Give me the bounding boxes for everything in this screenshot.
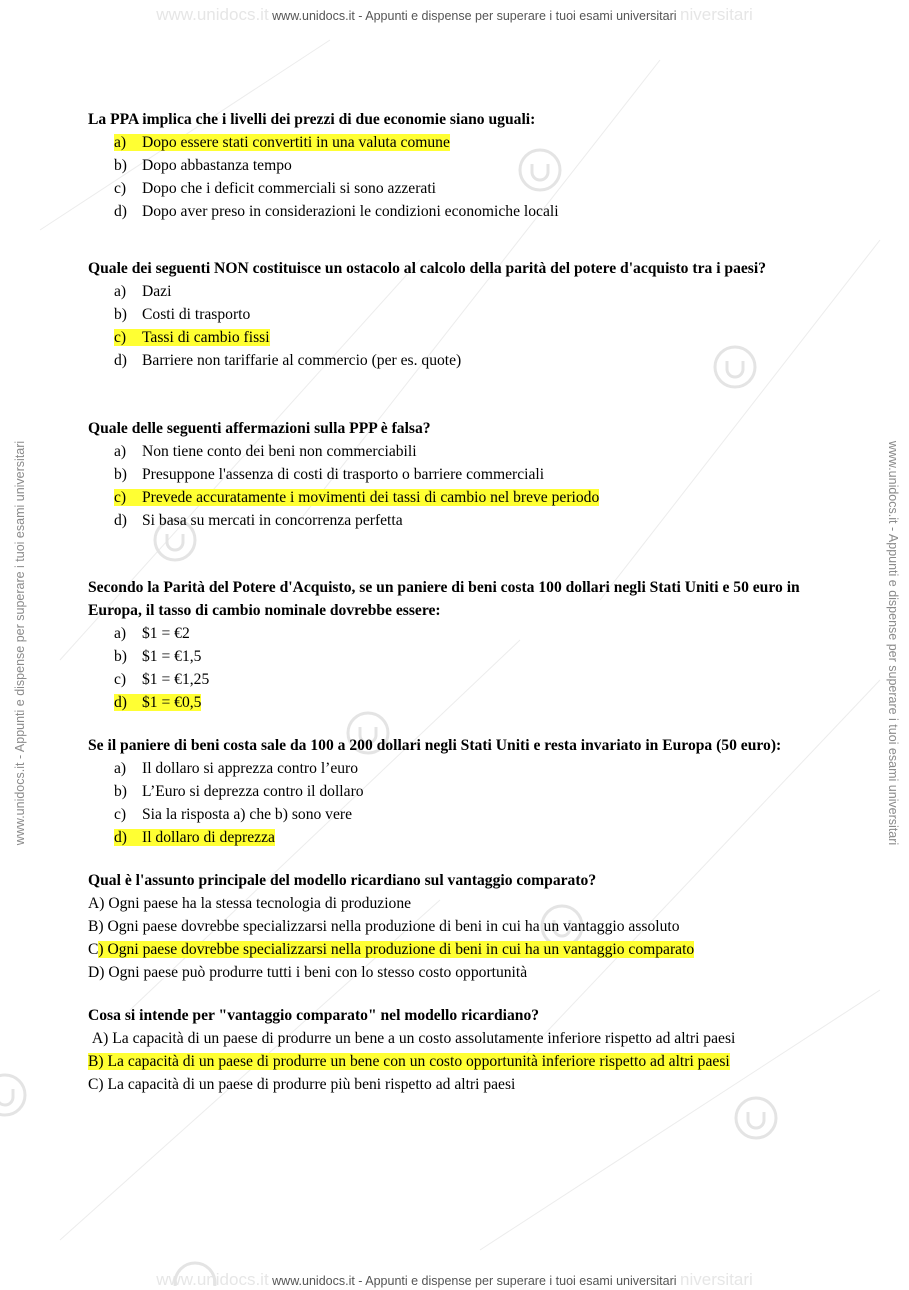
options-2 bbox=[88, 280, 828, 372]
option: c) Tassi di cambio fissi bbox=[114, 329, 270, 346]
option: a) Dazi bbox=[114, 283, 172, 300]
option: d) Si basa su mercati in concorrenza perfetta bbox=[114, 512, 403, 529]
footer-ghost-right: niversitari bbox=[680, 1270, 753, 1289]
header-banner bbox=[0, 5, 909, 25]
option: d) Barriere non tariffarie al commercio (per es. quote) bbox=[114, 352, 462, 369]
question-5: Se il paniere di beni costa sale da 100 a 200 dollari negli Stati Uniti e resta invariato in Europa (50 euro): bbox=[88, 737, 782, 754]
option: c) $1 = €1,25 bbox=[114, 671, 210, 688]
option: b) $1 = €1,5 bbox=[114, 648, 202, 665]
side-watermark-right: www.unidocs.it - Appunti e dispense per superare i tuoi esami universitari bbox=[886, 440, 900, 846]
watermark-logo-icon bbox=[0, 1075, 25, 1115]
option: a) $1 = €2 bbox=[114, 625, 190, 642]
watermark-logo-icon bbox=[736, 1098, 776, 1138]
question-4: Secondo la Parità del Potere d'Acquisto, se un paniere di beni costa 100 dollari negli Stati Uniti e 50 euro in Europa, il tasso di cambio nominale dovrebbe essere: bbox=[88, 579, 800, 619]
options-5 bbox=[88, 757, 828, 849]
option: b) Costi di trasporto bbox=[114, 306, 251, 323]
options-3 bbox=[88, 440, 828, 532]
option: d) Il dollaro di deprezza bbox=[114, 829, 275, 846]
header-ghost-left: www.unidocs.it bbox=[156, 5, 269, 24]
options-1 bbox=[88, 131, 828, 223]
option: c) Prevede accuratamente i movimenti dei tassi di cambio nel breve periodo bbox=[114, 489, 600, 506]
question-1: La PPA implica che i livelli dei prezzi di due economie siano uguali: bbox=[88, 111, 536, 128]
option: B) La capacità di un paese di produrre un bene con un costo opportunità inferiore rispetto ad altri paesi bbox=[88, 1053, 730, 1070]
option: a) Non tiene conto dei beni non commerciabili bbox=[114, 443, 417, 460]
option: D) Ogni paese può produrre tutti i beni con lo stesso costo opportunità bbox=[88, 964, 528, 981]
question-2: Quale dei seguenti NON costituisce un ostacolo al calcolo della parità del potere d'acquisto tra i paesi? bbox=[88, 260, 767, 277]
footer-banner bbox=[0, 1270, 909, 1290]
header-text: www.unidocs.it - Appunti e dispense per superare i tuoi esami universitari bbox=[272, 9, 677, 23]
question-7: Cosa si intende per "vantaggio comparato" nel modello ricardiano? bbox=[88, 1007, 540, 1024]
question-3: Quale delle seguenti affermazioni sulla PPP è falsa? bbox=[88, 420, 431, 437]
quiz-content bbox=[88, 108, 828, 1096]
option: d) $1 = €0,5 bbox=[114, 694, 202, 711]
question-6: Qual è l'assunto principale del modello ricardiano sul vantaggio comparato? bbox=[88, 872, 597, 889]
options-4 bbox=[88, 622, 828, 714]
option: c) Dopo che i deficit commerciali si sono azzerati bbox=[114, 180, 436, 197]
option: a) Il dollaro si apprezza contro l’euro bbox=[114, 760, 359, 777]
footer-text: www.unidocs.it - Appunti e dispense per superare i tuoi esami universitari bbox=[272, 1274, 677, 1288]
option: A) Ogni paese ha la stessa tecnologia di produzione bbox=[88, 895, 412, 912]
option: b) Dopo abbastanza tempo bbox=[114, 157, 292, 174]
option: C) La capacità di un paese di produrre più beni rispetto ad altri paesi bbox=[88, 1076, 516, 1093]
option: a) Dopo essere stati convertiti in una valuta comune bbox=[114, 134, 450, 151]
option: b) Presuppone l'assenza di costi di trasporto o barriere commerciali bbox=[114, 466, 545, 483]
option: C) Ogni paese dovrebbe specializzarsi nella produzione di beni in cui ha un vantaggio comparato bbox=[88, 941, 695, 958]
footer-ghost-left: www.unidocs.it bbox=[156, 1270, 269, 1289]
option: b) L’Euro si deprezza contro il dollaro bbox=[114, 783, 364, 800]
options-6 bbox=[88, 892, 828, 984]
options-7 bbox=[88, 1027, 828, 1096]
option: d) Dopo aver preso in considerazioni le condizioni economiche locali bbox=[114, 203, 559, 220]
option: B) Ogni paese dovrebbe specializzarsi nella produzione di beni in cui ha un vantaggio assoluto bbox=[88, 918, 680, 935]
option: A) La capacità di un paese di produrre un bene a un costo assolutamente inferiore rispetto ad altri paesi bbox=[88, 1030, 736, 1047]
option: c) Sia la risposta a) che b) sono vere bbox=[114, 806, 353, 823]
side-watermark-left: www.unidocs.it - Appunti e dispense per superare i tuoi esami universitari bbox=[13, 440, 27, 846]
header-ghost-right: niversitari bbox=[680, 5, 753, 24]
